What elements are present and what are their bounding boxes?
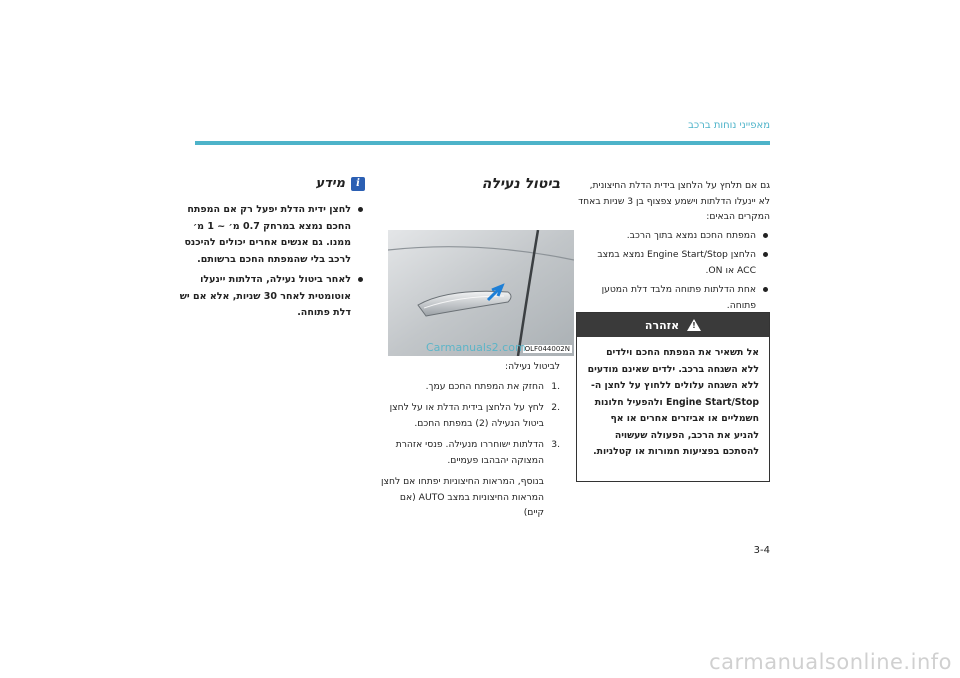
warning-triangle-icon: ! — [687, 319, 701, 331]
bullet-icon — [763, 252, 768, 257]
warning-text: אל תשאיר את המפתח החכם וילדים ללא השגחה ברכב. ילדים שאינם מודעים ללא השגחה עלולים ללחוץ על לחצן ה- Engine Start/Stop ולהפעיל חלונות חשמליים או אביזרים אחרים או אף להניע את הרכב, הפעולה שעשויה להסתכם בפציעות חמורות או קטלניות. — [587, 347, 759, 457]
info-list — [175, 202, 365, 326]
info-icon: i — [351, 177, 365, 191]
list-item: המפתח החכם נמצא בתוך הרכב. — [578, 228, 770, 244]
bullet-icon — [358, 277, 363, 282]
watermark: Carmanuals2.com — [426, 341, 526, 354]
info-title: מידע — [315, 176, 345, 191]
list-item: לאחר ביטול נעילה, הדלתות יינעלו אוטומטית לאחר 30 שניות, אלא אם יש דלת פתוחה. — [175, 272, 365, 322]
header-divider — [195, 141, 770, 145]
section-title: מאפייני נוחות ברכב — [688, 120, 770, 131]
list-item: הלחצן Engine Start/Stop נמצא במצב ACC או ON. — [578, 247, 770, 278]
list-item: .3 הדלתות ישוחררו מנעילה. פנסי אזהרת המצוקה יהבהבו פעמיים. — [395, 439, 560, 466]
page-number: 3-4 — [753, 545, 770, 556]
bullet-icon — [763, 233, 768, 238]
unlock-intro: לביטול נעילה: — [505, 361, 560, 372]
info-heading — [315, 176, 365, 191]
door-handle-illustration — [388, 230, 574, 356]
unlock-instructions — [380, 359, 560, 521]
lock-conditions-section — [578, 178, 770, 317]
photo-caption: OLF044002N — [524, 345, 570, 353]
list-item: .1 החזק את המפתח החכם עמך. — [425, 380, 560, 392]
unlock-title: ביטול נעילה — [481, 176, 560, 192]
warning-header — [577, 313, 769, 337]
list-item: .2 לחץ על הלחצן בידית הדלת או על לחצן ביטול הנעילה (2) במפתח החכם. — [389, 402, 560, 429]
door-handle-photo — [388, 230, 574, 356]
lock-conditions-list — [578, 228, 770, 314]
unlock-steps — [380, 379, 560, 469]
list-item: לחצן ידית הדלת יפעל רק אם המפתח החכם נמצא במרחק 0.7 מ׳ ~ 1 מ׳ ממנו. גם אנשים אחרים יכולים להיכנס לרכב בלי שהמפתח החכם ברשותם. — [175, 202, 365, 268]
bullet-icon — [358, 207, 363, 212]
lock-conditions-intro: גם אם תלחץ על הלחצן בידית הדלת החיצונית, לא יינעלו הדלתות וישמע צפצוף בן 3 שניות באחד המקרים הבאים: — [578, 180, 770, 222]
warning-title: אזהרה — [644, 318, 680, 332]
mirror-note: בנוסף, המראות החיצוניות יפתחו אם לחצן המראות החיצוניות במצב AUTO (אם קיים) — [380, 476, 544, 518]
list-item: אחת הדלתות פתוחה מלבד דלת המטען פתוחה. — [578, 282, 770, 313]
bullet-icon — [763, 287, 768, 292]
warning-box — [576, 312, 770, 482]
site-watermark: carmanualsonline.info — [709, 650, 952, 674]
